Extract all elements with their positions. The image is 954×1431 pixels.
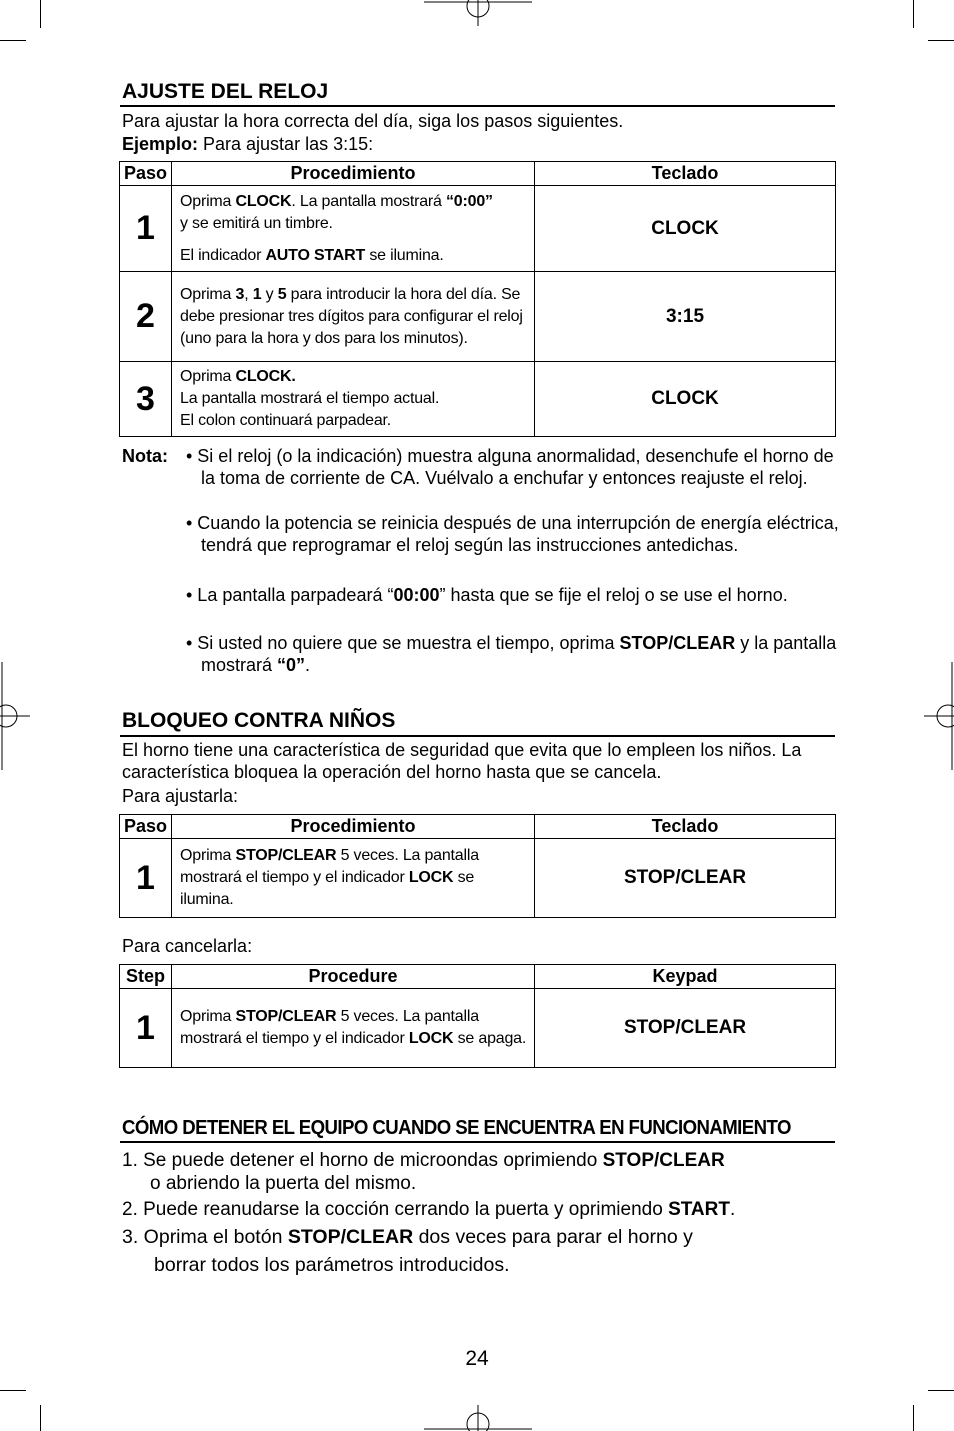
header-step: Paso — [120, 815, 172, 839]
step-procedure — [172, 272, 535, 362]
step-keypad: CLOCK — [535, 186, 836, 272]
text-run: STOP/CLEAR — [619, 633, 736, 653]
crop-mark — [0, 1390, 26, 1391]
text-run: Oprima — [180, 368, 236, 385]
text-run: 3. Oprima el botón — [122, 1226, 288, 1248]
text-run: 5 veces. La pantalla mostrará el tiempo y el indicador — [180, 847, 479, 886]
text-run: dos veces para parar el horno y — [413, 1226, 693, 1248]
header-keypad: Teclado — [535, 815, 836, 839]
example-label: Ejemplo: — [122, 134, 199, 154]
text-run: 2. Puede reanudarse la cocción cerrando la puerta y oprimiendo — [122, 1199, 669, 1220]
text-run: “0:00” — [446, 192, 493, 210]
text-run: Oprima — [180, 192, 236, 210]
example-text: Para ajustar las 3:15: — [198, 134, 374, 154]
step-keypad: STOP/CLEAR — [535, 989, 836, 1068]
step-number: 1 — [120, 186, 172, 272]
table-header-row — [120, 965, 836, 989]
text-run: START — [668, 1199, 730, 1220]
step-keypad: 3:15 — [535, 272, 836, 362]
crop-mark — [913, 1405, 914, 1431]
text-run: AUTO START — [265, 246, 366, 264]
step-procedure — [172, 186, 535, 272]
note-item: • Si el reloj (o la indicación) muestra alguna anormalidad, desenchufe el horno de la toma de corriente de CA. Vuélvalo a enchufar y entonces reajuste el reloj. — [186, 446, 834, 488]
note-label: Nota: — [122, 446, 168, 466]
crop-mark — [928, 1390, 954, 1391]
registration-mark-icon — [424, 0, 532, 26]
header-procedure: Procedure — [172, 965, 535, 989]
step-number: 3 — [120, 362, 172, 437]
step-keypad: STOP/CLEAR — [535, 839, 836, 918]
step-procedure — [172, 989, 535, 1068]
step-number: 2 — [120, 272, 172, 362]
note-item — [186, 632, 851, 676]
child-lock-set-table — [119, 814, 836, 918]
registration-mark-icon — [424, 1405, 532, 1431]
text-run: Oprima — [180, 847, 236, 864]
crop-mark — [40, 1405, 41, 1431]
table-row — [120, 839, 836, 918]
list-item-continuation: o abriendo la puerta del mismo. — [150, 1173, 417, 1194]
crop-mark — [40, 0, 41, 28]
section-rule — [120, 1141, 835, 1143]
text-run: se ilumina. — [180, 869, 475, 908]
table-row — [120, 989, 836, 1068]
text-run: Oprima — [180, 285, 236, 303]
section-title-stop: CÓMO DETENER EL EQUIPO CUANDO SE ENCUENTRA EN FUNCIONAMIENTO — [122, 1117, 791, 1139]
section-rule — [120, 105, 835, 107]
section-title-clock: AJUSTE DEL RELOJ — [122, 80, 329, 103]
clock-steps-table — [119, 161, 836, 437]
header-keypad: Teclado — [535, 162, 836, 186]
text-run: 5 veces. La pantalla mostrará el tiempo y el indicador — [180, 1008, 479, 1047]
text-run: 1 — [252, 285, 262, 303]
header-keypad: Keypad — [535, 965, 836, 989]
list-item — [122, 1149, 834, 1172]
text-run: y — [261, 285, 278, 303]
list-item — [122, 1198, 834, 1221]
text-run: y se emitirá un timbre. — [180, 214, 333, 232]
step-number: 1 — [120, 989, 172, 1068]
page-number: 24 — [465, 1347, 489, 1370]
step-keypad: CLOCK — [535, 362, 836, 437]
text-run: La pantalla mostrará el tiempo actual. — [180, 390, 440, 407]
crop-mark — [0, 40, 26, 41]
text-run: LOCK — [408, 1030, 454, 1047]
step-procedure — [172, 362, 535, 437]
text-run: Oprima — [180, 1008, 236, 1025]
text-run: 1. Se puede detener el horno de microondas oprimiendo — [122, 1150, 603, 1171]
text-run: . — [729, 1199, 736, 1220]
text-run: LOCK — [408, 869, 454, 886]
text-run: CLOCK — [235, 192, 292, 210]
text-run: ” hasta que se fije el reloj o se use el horno. — [439, 585, 788, 605]
section-rule — [120, 735, 835, 737]
list-item-continuation: borrar todos los parámetros introducidos. — [154, 1254, 510, 1276]
text-run: El indicador — [180, 246, 266, 264]
table-header-row — [120, 162, 836, 186]
crop-mark — [913, 0, 914, 28]
table-row — [120, 272, 836, 362]
clock-intro: Para ajustar la hora correcta del día, siga los pasos siguientes. — [122, 111, 624, 131]
clock-example — [122, 133, 834, 155]
text-run: se ilumina. — [365, 246, 444, 264]
table-header-row — [120, 815, 836, 839]
crop-mark — [928, 40, 954, 41]
header-step: Paso — [120, 162, 172, 186]
text-run: 3 — [235, 285, 245, 303]
text-run: 00:00 — [393, 585, 440, 605]
text-run: STOP/CLEAR — [235, 1008, 337, 1025]
text-run: 5 — [277, 285, 287, 303]
step-number: 1 — [120, 839, 172, 918]
text-run: . La pantalla mostrará — [291, 192, 446, 210]
text-run: para introducir la hora del día. Se debe presionar tres dígitos para configurar el reloj (uno para la hora y dos para los minutos). — [180, 285, 523, 347]
text-run: • La pantalla parpadeará “ — [186, 585, 394, 605]
header-procedure: Procedimiento — [172, 815, 535, 839]
table-row — [120, 186, 836, 272]
section-title-child-lock: BLOQUEO CONTRA NIÑOS — [122, 709, 396, 732]
child-lock-cancel-table — [119, 964, 836, 1068]
note-item — [186, 584, 851, 606]
registration-mark-icon — [0, 662, 30, 770]
set-label: Para ajustarla: — [122, 786, 239, 806]
text-run: . — [305, 655, 311, 675]
header-procedure: Procedimiento — [172, 162, 535, 186]
text-run: , — [244, 285, 253, 303]
child-lock-intro: El horno tiene una característica de seguridad que evita que lo empleen los niños. La característica bloquea la operación del horno hasta que se cancela. — [122, 740, 802, 782]
list-item — [122, 1226, 834, 1249]
note-item: • Cuando la potencia se reinicia después de una interrupción de energía eléctrica, tendrá que reprogramar el reloj según las instrucciones antedichas. — [186, 513, 839, 555]
text-run: STOP/CLEAR — [602, 1150, 725, 1171]
text-run: STOP/CLEAR — [287, 1226, 414, 1248]
text-run: STOP/CLEAR — [235, 847, 337, 864]
text-run: • Si usted no quiere que se muestra el tiempo, oprima — [186, 633, 620, 653]
step-procedure — [172, 839, 535, 918]
text-run: El colon continuará parpadear. — [180, 412, 392, 429]
registration-mark-icon — [924, 662, 954, 770]
text-run: y la pantalla mostrará — [201, 633, 837, 675]
text-run: se apaga. — [453, 1030, 527, 1047]
cancel-label: Para cancelarla: — [122, 936, 253, 956]
header-step: Step — [120, 965, 172, 989]
text-run: CLOCK. — [235, 368, 296, 385]
text-run: “0” — [277, 655, 306, 675]
table-row — [120, 362, 836, 437]
